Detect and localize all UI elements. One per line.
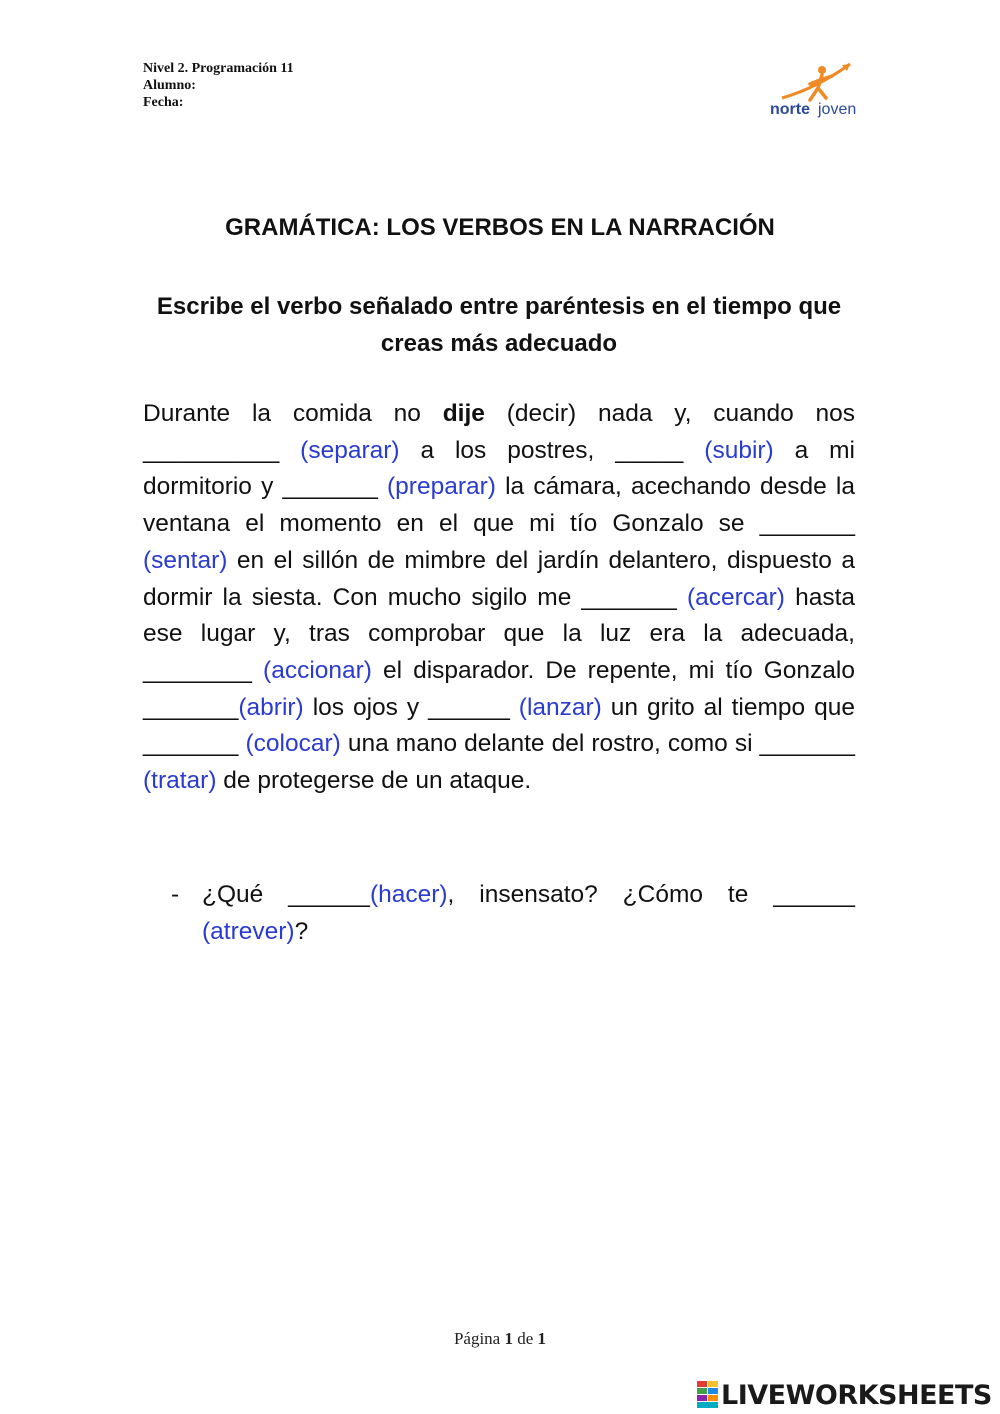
liveworksheets-watermark [697,1378,992,1412]
footer-prefix: Página [453,1329,505,1348]
example-answer: dije [442,400,485,427]
nortejoven-logo [762,58,874,130]
verb-prompt: (abrir) [238,693,304,721]
instructions: Escribe el verbo señalado entre paréntesis en el tiempo que creas más adecuado [156,293,842,357]
document-header [143,60,294,111]
verb-prompt: (colocar) [245,730,341,758]
liveworksheets-badge-icon [697,1381,719,1409]
text-segment: a mi dormitorio y _______ [143,436,855,501]
text-segment: el disparador. De repente, mi tío Gonzalo _______ [143,656,855,721]
text-segment: la cámara, acechando desde la ventana el momento en el que mi tío Gonzalo se _______ [143,473,855,538]
level-label: Nivel 2. Programación 11 [143,61,294,76]
student-label: Alumno: [143,78,196,93]
text-segment: hasta ese lugar y, tras comprobar que la luz era la adecuada, ________ [143,583,855,684]
text-segment: ¿Qué ______ [202,881,370,908]
dialogue-item [143,877,855,950]
text-segment: una mano delante del rostro, como si _______ [340,730,856,758]
date-label: Fecha: [143,95,184,110]
footer-page-number: 1 [504,1329,513,1348]
verb-prompt: (subir) [704,436,774,464]
verb-prompt: (sentar) [143,546,228,574]
text-segment: (decir) nada y, cuando nos __________ [143,400,855,464]
verb-prompt: (accionar) [263,656,372,684]
text-segment: un grito al tiempo que _______ [143,693,855,758]
figure-head-icon [818,66,826,74]
verb-prompt: (atrever) [202,917,295,945]
text-segment: ? [294,917,309,945]
dialogue-dash: - [171,881,180,908]
footer-middle: de [512,1329,538,1348]
text-segment: de protegerse de un ataque. [216,767,532,795]
verb-prompt: (separar) [300,436,400,464]
logo-text-joven: joven [818,101,857,118]
verb-prompt: (acercar) [686,583,785,611]
text-segment: los ojos y ______ [303,693,519,721]
dialogue-text [202,877,855,950]
text-segment: Durante la comida no [143,400,443,427]
verb-prompt: (lanzar) [518,693,602,721]
verb-prompt: (tratar) [143,767,217,795]
watermark-text: LIVEWORKSHEETS [721,1379,992,1411]
footer-page-total: 1 [537,1329,547,1348]
logo-text-norte: norte [770,101,810,118]
page-footer [0,1329,1000,1349]
verb-prompt: (hacer) [369,881,448,908]
text-segment: en el sillón de mimbre del jardín delantero, dispuesto a dormir la siesta. Con mucho sigilo me _______ [143,546,855,611]
page-title: GRAMÁTICA: LOS VERBOS EN LA NARRACIÓN [225,214,775,241]
text-segment: , insensato? ¿Cómo te ______ [447,881,855,908]
exercise-paragraph [143,396,855,800]
verb-prompt: (preparar) [387,473,496,501]
text-segment: a los postres, _____ [399,436,705,464]
